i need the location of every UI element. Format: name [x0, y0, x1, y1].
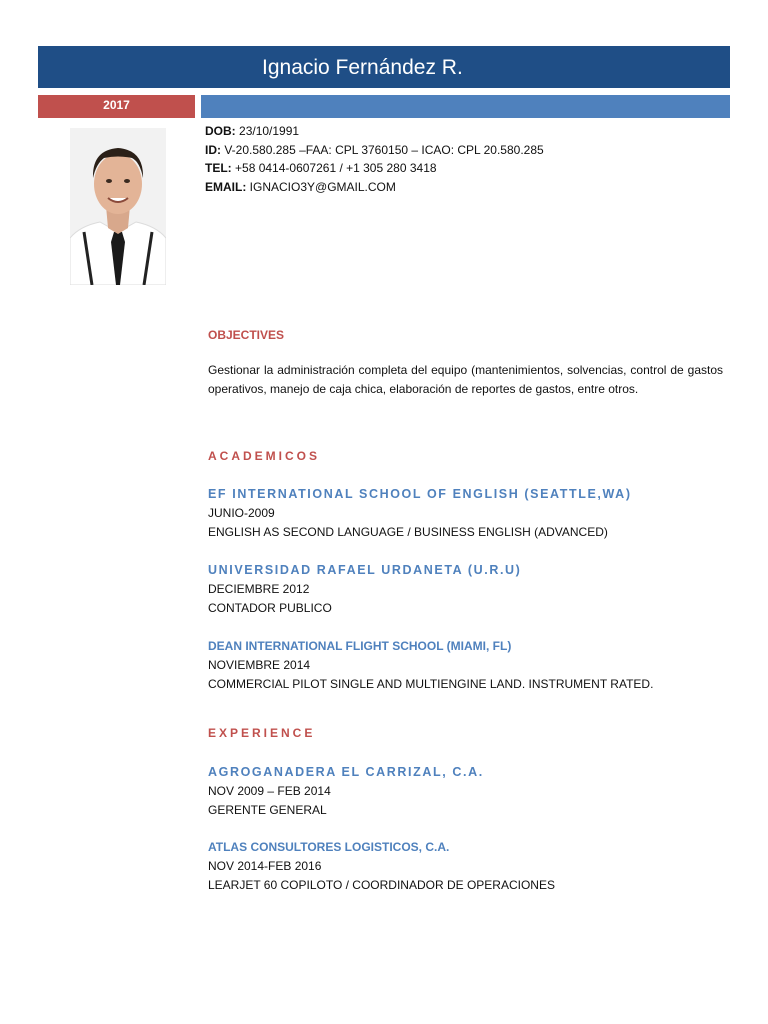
objectives-text: Gestionar la administración completa del equipo (mantenimientos, solvencias, control de gastos operativos, manejo de caja chica, elaboración de reportes de gastos, entre otros. — [208, 363, 723, 396]
id-value: V-20.580.285 –FAA: CPL 3760150 – ICAO: CPL 20.580.285 — [224, 142, 544, 157]
academic-entry — [208, 637, 653, 694]
dob-label: DOB: — [205, 124, 236, 138]
id-label: ID: — [205, 142, 221, 157]
academic-entry — [208, 485, 632, 542]
academic-date: JUNIO-2009 — [208, 506, 275, 520]
company-name: ATLAS CONSULTORES LOGISTICOS, C.A. — [208, 840, 450, 854]
academic-entry — [208, 561, 521, 618]
school-name: UNIVERSIDAD RAFAEL URDANETA (U.R.U) — [208, 563, 522, 577]
company-name: AGROGANADERA EL CARRIZAL, C.A. — [208, 765, 484, 779]
id-line — [205, 141, 544, 160]
experience-role: LEARJET 60 COPILOTO / COORDINADOR DE OPERACIONES — [208, 878, 555, 892]
email-value: IGNACIO3Y@GMAIL.COM — [249, 179, 396, 194]
experience-role: GERENTE GENERAL — [208, 803, 327, 817]
academic-detail: CONTADOR PUBLICO — [208, 601, 332, 615]
experience-entry — [208, 763, 484, 820]
tel-value: +58 0414-0607261 / +1 305 280 3418 — [235, 161, 437, 175]
experience-date: NOV 2009 – FEB 2014 — [208, 784, 331, 798]
experience-entry — [208, 838, 555, 895]
school-name: EF INTERNATIONAL SCHOOL OF ENGLISH (SEATTLE,WA) — [208, 487, 632, 501]
tel-line — [205, 159, 544, 178]
email-label: EMAIL: — [205, 179, 247, 194]
profile-photo — [70, 128, 166, 285]
academics-heading: ACADEMICOS — [208, 449, 321, 463]
school-name: DEAN INTERNATIONAL FLIGHT SCHOOL (MIAMI, FL) — [208, 639, 512, 653]
candidate-name: Ignacio Fernández R. — [262, 56, 463, 79]
academic-date: DECIEMBRE 2012 — [208, 582, 310, 596]
experience-date: NOV 2014-FEB 2016 — [208, 859, 322, 873]
tel-label: TEL: — [205, 161, 232, 175]
dob-line — [205, 122, 544, 141]
personal-info — [205, 122, 544, 196]
academic-date: NOVIEMBRE 2014 — [208, 658, 311, 672]
email-line — [205, 178, 544, 197]
experience-heading: EXPERIENCE — [208, 726, 316, 740]
academic-detail: ENGLISH AS SECOND LANGUAGE / BUSINESS ENGLISH (ADVANCED) — [208, 525, 608, 539]
academic-detail: COMMERCIAL PILOT SINGLE AND MULTIENGINE LAND. INSTRUMENT RATED. — [208, 677, 654, 691]
dob-value: 23/10/1991 — [239, 124, 300, 138]
accent-bar — [201, 95, 730, 118]
year-label: 2017 — [103, 98, 130, 112]
objectives-heading: OBJECTIVES — [208, 328, 285, 342]
